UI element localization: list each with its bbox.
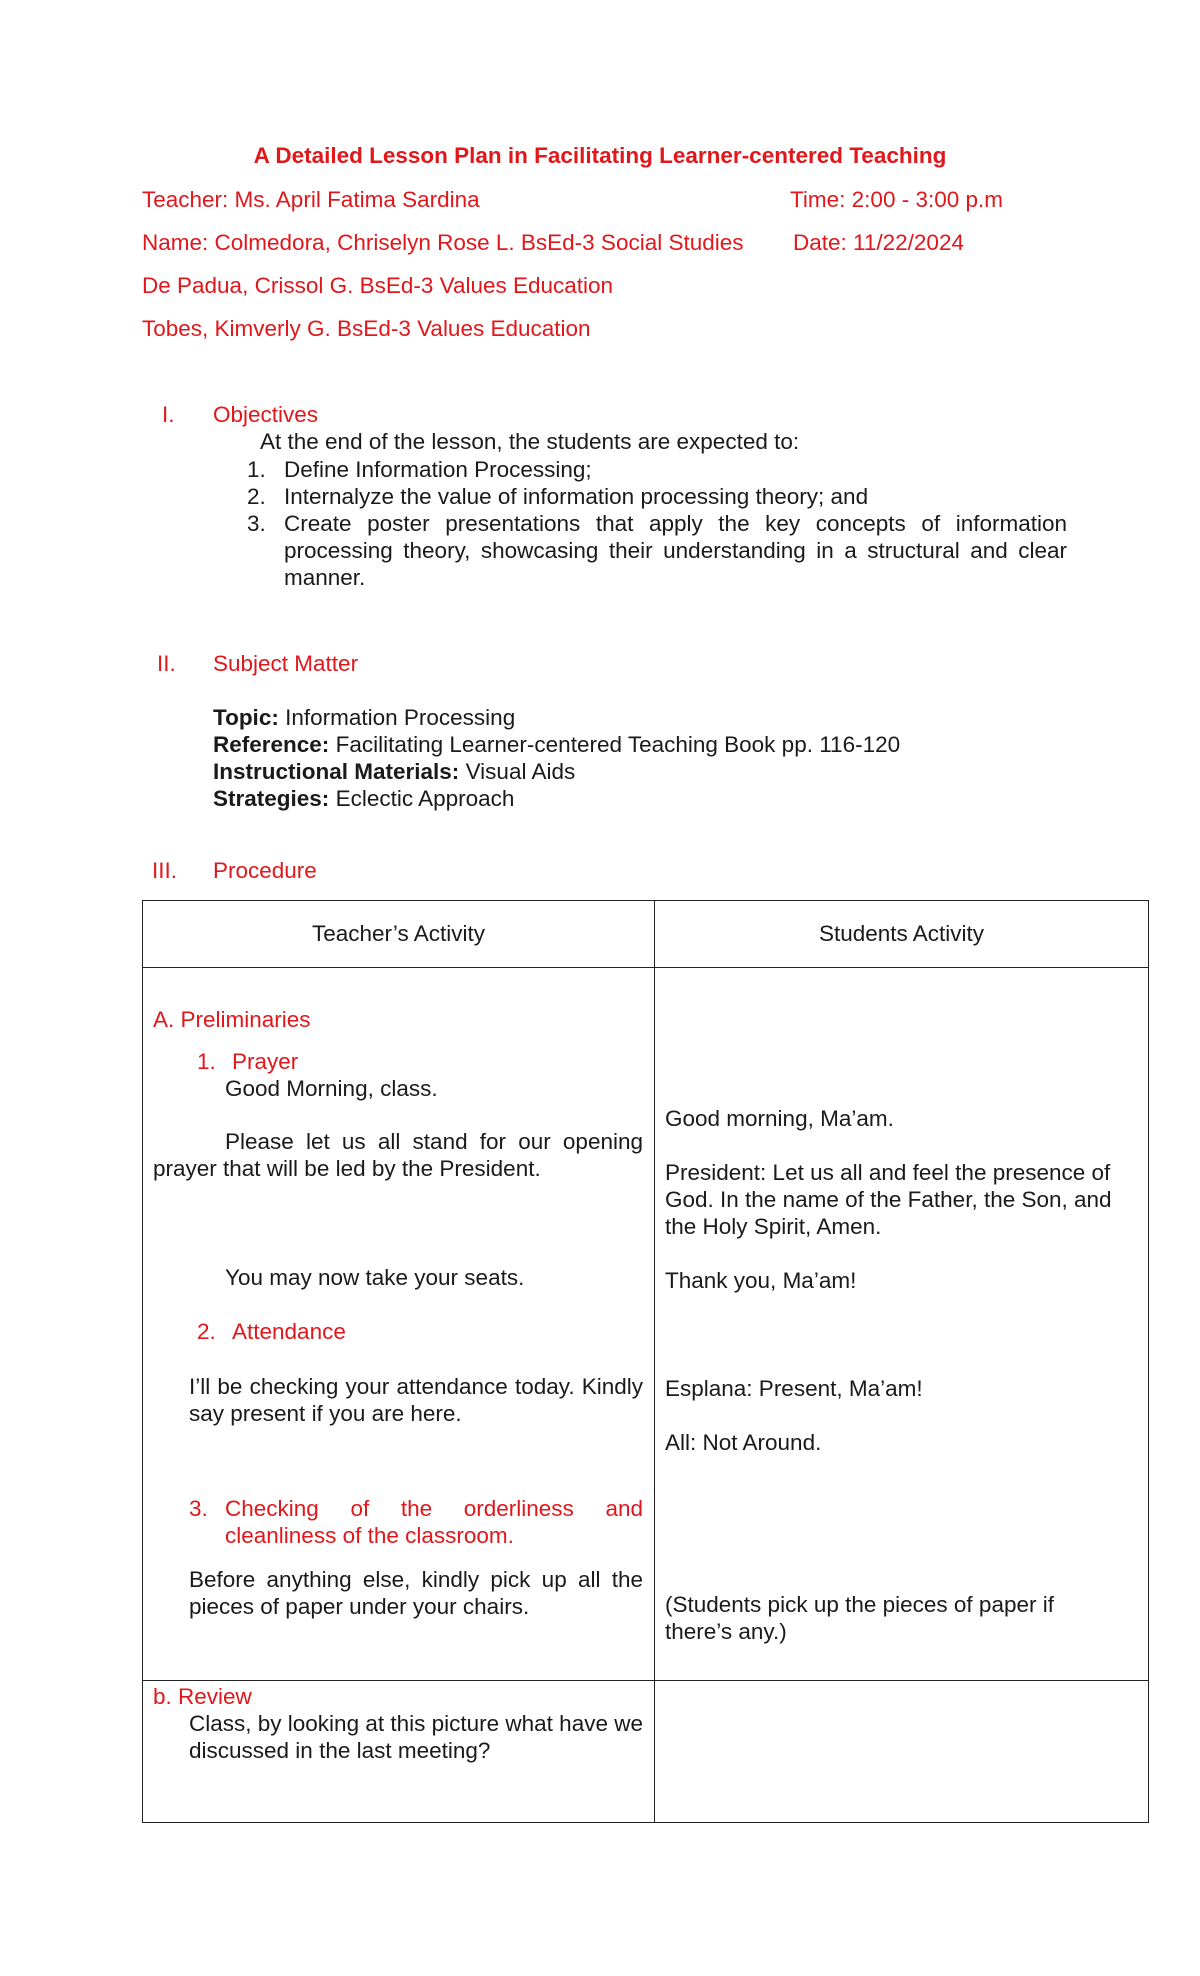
subject-topic: Topic: Information Processing [213, 705, 516, 730]
procedure-number: III. [152, 858, 178, 883]
subject-reference: Reference: Facilitating Learner-centered Teaching Book pp. 116-120 [213, 732, 901, 757]
checking-instruction: Before anything else, kindly pick up all the pieces of paper under your chairs. [189, 1567, 643, 1619]
students-pickup: (Students pick up the pieces of paper if there’s any.) [665, 1592, 1054, 1644]
students-preliminaries-cell [655, 968, 1149, 1681]
table-row [143, 968, 1149, 1681]
take-seats-text: You may now take your seats. [225, 1265, 525, 1290]
students-greeting: Good morning, Ma’am. [665, 1106, 894, 1131]
president-prayer: President: Let us all and feel the presence of God. In the name of the Father, the Son, and the Holy Spirit, Amen. [665, 1160, 1112, 1239]
student-name-1: Name: Colmedora, Chriselyn Rose L. BsEd-3 Social Studies [142, 230, 744, 255]
procedure-heading: Procedure [213, 858, 317, 883]
teacher-greeting: Good Morning, class. [225, 1076, 438, 1101]
subject-strategies: Strategies: Eclectic Approach [213, 786, 515, 811]
students-review-cell [655, 1681, 1149, 1823]
objectives-heading: Objectives [213, 402, 319, 427]
attendance-number: 2. [197, 1319, 216, 1344]
objectives-number: I. [162, 402, 175, 427]
subject-number: II. [157, 651, 176, 676]
student-present: Esplana: Present, Ma’am! [665, 1376, 923, 1401]
document-title: A Detailed Lesson Plan in Facilitating Learner-centered Teaching [253, 143, 947, 168]
list-item: 1. Define Information Processing; [247, 457, 592, 482]
procedure-table [142, 900, 1149, 1823]
lesson-date: Date: 11/22/2024 [793, 230, 964, 255]
attendance-instruction: I’ll be checking your attendance today. Kindly say present if you are here. [189, 1374, 643, 1426]
prayer-number: 1. [197, 1049, 216, 1074]
list-item: 2. Internalyze the value of information processing theory; and [247, 484, 869, 509]
subject-details [213, 704, 900, 812]
lesson-time: Time: 2:00 - 3:00 p.m [790, 187, 1004, 212]
checking-number: 3. [189, 1496, 208, 1521]
prayer-heading: Prayer [232, 1049, 299, 1074]
review-question: Class, by looking at this picture what have we discussed in the last meeting? [189, 1711, 643, 1763]
students-not-around: All: Not Around. [665, 1430, 822, 1455]
list-item: 3. Create poster presentations that apply the key concepts of information processing theory, showcasing their understanding in a structural and clear manner. [247, 511, 1067, 590]
table-header-row [143, 901, 1149, 968]
objectives-list [247, 456, 1067, 591]
student-name-2: De Padua, Crissol G. BsEd-3 Values Education [142, 273, 614, 298]
teacher-review-cell [143, 1681, 655, 1823]
students-activity-header: Students Activity [655, 901, 1149, 968]
subject-heading: Subject Matter [213, 651, 359, 676]
students-thanks: Thank you, Ma’am! [665, 1268, 857, 1293]
teacher-name: Teacher: Ms. April Fatima Sardina [142, 187, 480, 212]
teacher-preliminaries-cell [143, 968, 655, 1681]
teacher-activity-header: Teacher’s Activity [143, 901, 655, 968]
preliminaries-heading: A. Preliminaries [153, 1007, 311, 1032]
subject-materials: Instructional Materials: Visual Aids [213, 759, 576, 784]
table-row [143, 1681, 1149, 1823]
objectives-intro: At the end of the lesson, the students are expected to: [260, 429, 800, 454]
prayer-instruction: Please let us all stand for our opening prayer that will be led by the President. [153, 1129, 643, 1181]
checking-heading: Checking of the orderliness and cleanliness of the classroom. [225, 1496, 643, 1548]
attendance-heading: Attendance [232, 1319, 346, 1344]
student-name-3: Tobes, Kimverly G. BsEd-3 Values Education [142, 316, 591, 341]
review-heading: b. Review [153, 1684, 252, 1709]
